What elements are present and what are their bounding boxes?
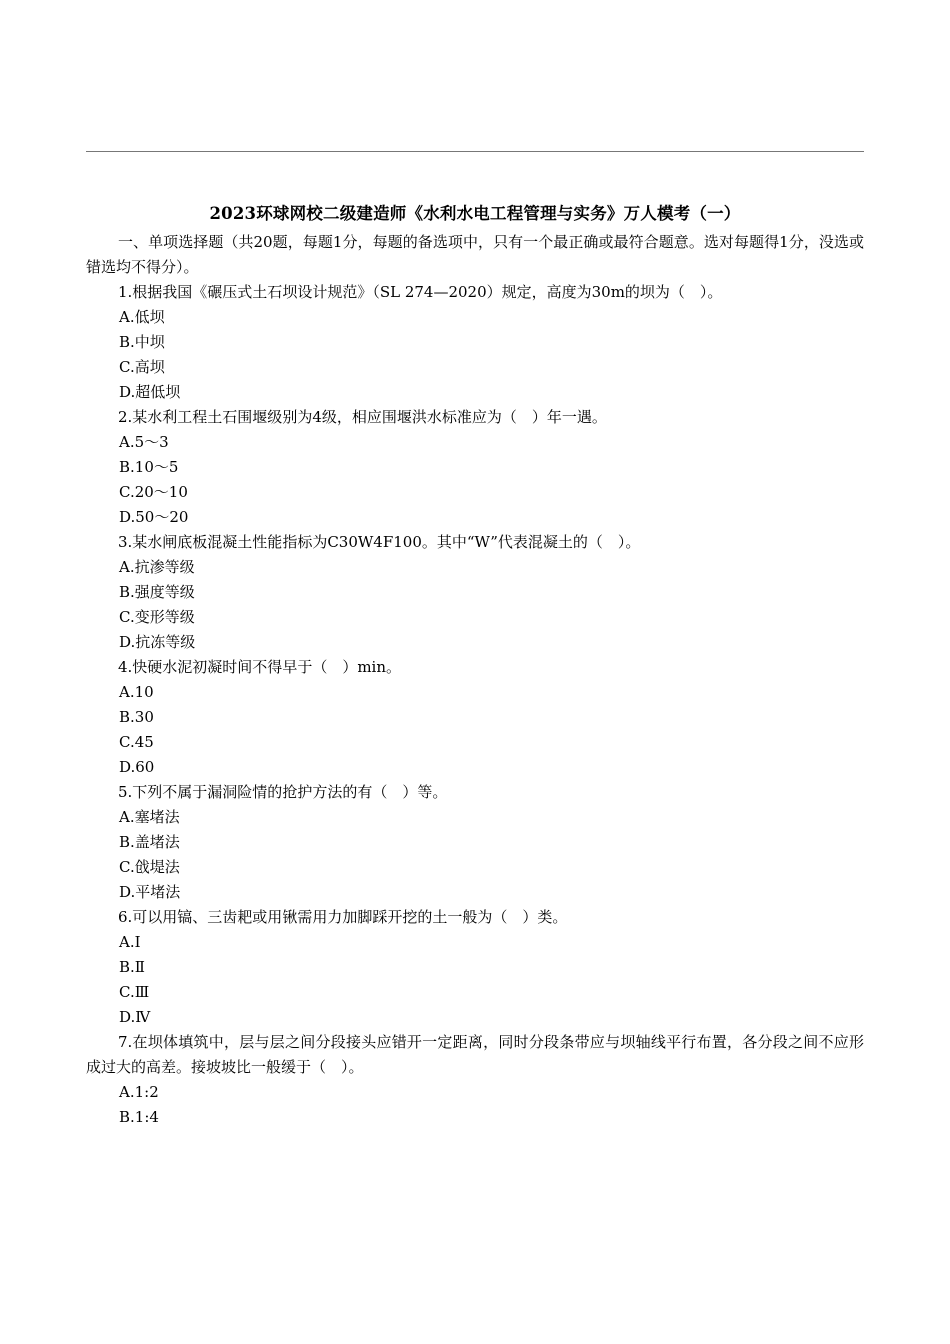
option-a: A.10 bbox=[119, 683, 154, 701]
section-intro: 一、单项选择题（共20题，每题1分，每题的备选项中，只有一个最正确或最符合题意。选对每题得1分，没选或错选均不得分）。 bbox=[86, 233, 864, 276]
question-list bbox=[86, 280, 864, 1130]
question-stem: 1.根据我国《碾压式土石坝设计规范》（SL 274—2020）规定，高度为30m的坝为（ ）。 bbox=[118, 283, 723, 301]
option-a: A.塞堵法 bbox=[119, 808, 180, 826]
document-title: 2023环球网校二级建造师《水利水电工程管理与实务》万人模考（一） bbox=[209, 204, 741, 223]
option-a: A.抗渗等级 bbox=[119, 558, 195, 576]
option-b: B.中坝 bbox=[119, 333, 165, 351]
question-6 bbox=[86, 905, 864, 1030]
option-b: B.强度等级 bbox=[119, 583, 195, 601]
question-7 bbox=[86, 1030, 864, 1130]
header-rule bbox=[86, 151, 864, 152]
option-b: B.Ⅱ bbox=[119, 958, 145, 976]
option-d: D.超低坝 bbox=[119, 383, 181, 401]
option-c: C.高坝 bbox=[119, 358, 165, 376]
question-1 bbox=[86, 280, 864, 405]
question-stem: 5.下列不属于漏洞险情的抢护方法的有（ ）等。 bbox=[118, 783, 448, 801]
option-a: A.低坝 bbox=[119, 308, 165, 326]
question-3 bbox=[86, 530, 864, 655]
option-c: C.45 bbox=[119, 733, 154, 751]
option-b: B.1:4 bbox=[119, 1108, 159, 1126]
option-b: B.30 bbox=[119, 708, 154, 726]
option-a: A.1:2 bbox=[119, 1083, 159, 1101]
question-2 bbox=[86, 405, 864, 530]
option-d: D.50～20 bbox=[119, 508, 189, 526]
option-c: C.20～10 bbox=[119, 483, 188, 501]
option-c: C.戗堤法 bbox=[119, 858, 180, 876]
question-stem: 3.某水闸底板混凝土性能指标为C30W4F100。其中“W”代表混凝土的（ ）。 bbox=[118, 533, 641, 551]
option-c: C.Ⅲ bbox=[119, 983, 150, 1001]
option-d: D.Ⅳ bbox=[119, 1008, 151, 1026]
question-stem: 4.快硬水泥初凝时间不得早于（ ）min。 bbox=[118, 658, 401, 676]
option-b: B.10～5 bbox=[119, 458, 179, 476]
option-d: D.抗冻等级 bbox=[119, 633, 196, 651]
option-a: A.Ⅰ bbox=[119, 933, 141, 951]
option-a: A.5～3 bbox=[119, 433, 169, 451]
question-stem: 2.某水利工程土石围堰级别为4级，相应围堰洪水标准应为（ ）年一遇。 bbox=[118, 408, 607, 426]
option-d: D.60 bbox=[119, 758, 155, 776]
question-stem: 7.在坝体填筑中，层与层之间分段接头应错开一定距离，同时分段条带应与坝轴线平行布置，各分段之间不应形成过大的高差。接坡坡比一般缓于（ ）。 bbox=[86, 1033, 864, 1076]
question-stem: 6.可以用镐、三齿耙或用锹需用力加脚踩开挖的土一般为（ ）类。 bbox=[118, 908, 568, 926]
question-4 bbox=[86, 655, 864, 780]
question-5 bbox=[86, 780, 864, 905]
option-b: B.盖堵法 bbox=[119, 833, 180, 851]
option-d: D.平堵法 bbox=[119, 883, 181, 901]
option-c: C.变形等级 bbox=[119, 608, 195, 626]
